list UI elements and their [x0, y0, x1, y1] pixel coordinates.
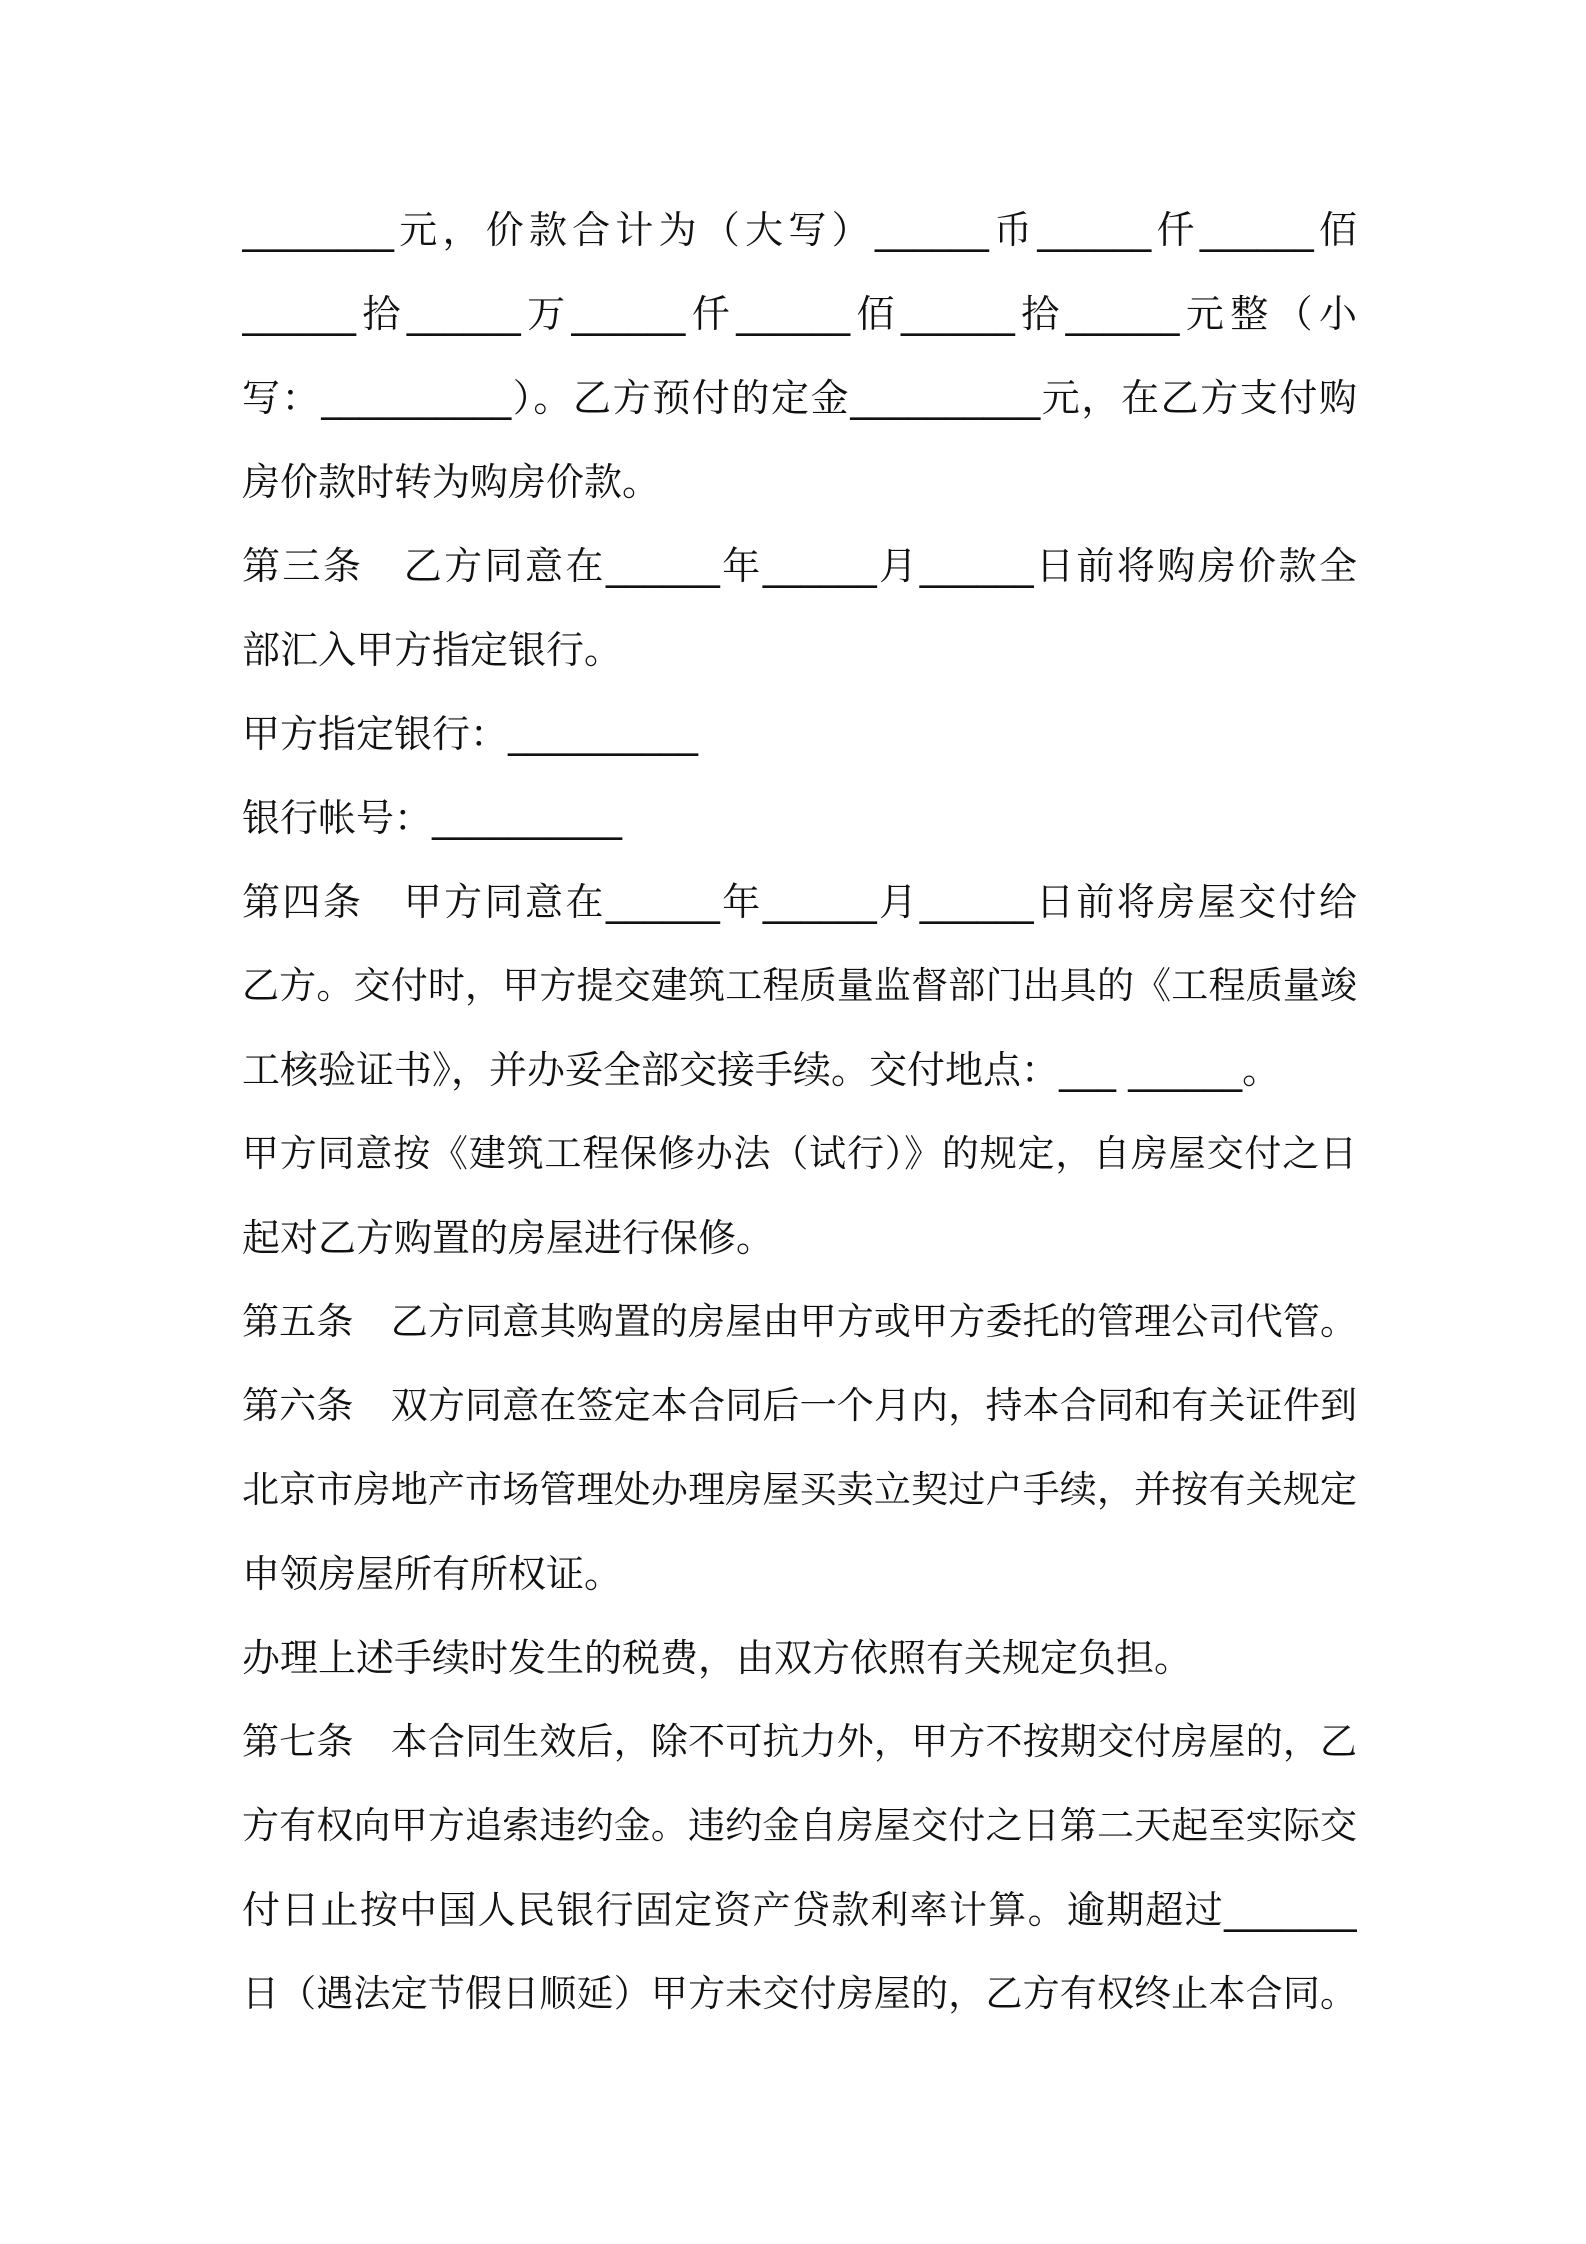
contract-line: 申领房屋所有所权证。 [242, 1552, 623, 1596]
contract-line: 起对乙方购置的房屋进行保修。 [242, 1216, 775, 1260]
contract-line: 房价款时转为购房价款。 [242, 460, 661, 504]
contract-line: ______拾______万______仟______佰______拾______元整（小 [242, 292, 1357, 336]
contract-body [242, 188, 1357, 2036]
contract-line: 方有权向甲方追索违约金。违约金自房屋交付之日第二天起至实际交 [242, 1804, 1357, 1847]
contract-line: 写：__________）。乙方预付的定金__________元，在乙方支付购 [242, 376, 1357, 420]
contract-line: 部汇入甲方指定银行。 [242, 628, 623, 672]
article-4-line: 第四条 甲方同意在______年______月______日前将房屋交付给 [242, 880, 1357, 924]
contract-line: 乙方。交付时，甲方提交建筑工程质量监督部门出具的《工程质量竣 [242, 964, 1357, 1007]
bank-account-line: 银行帐号：__________ [242, 796, 623, 840]
contract-line: ________元，价款合计为（大写）______币______仟______佰 [242, 208, 1357, 252]
contract-line: 付日止按中国人民银行固定资产贷款利率计算。逾期超过_______ [242, 1888, 1357, 1932]
contract-line: 工核验证书》，并办妥全部交接手续。交付地点：___ ______。 [242, 1048, 1281, 1092]
contract-line: 日（遇法定节假日顺延）甲方未交付房屋的，乙方有权终止本合同。 [242, 1972, 1357, 2015]
contract-line: 甲方同意按《建筑工程保修办法（试行）》的规定，自房屋交付之日 [242, 1132, 1357, 1175]
contract-line: 办理上述手续时发生的税费，由双方依照有关规定负担。 [242, 1636, 1193, 1680]
article-6-line: 第六条 双方同意在签定本合同后一个月内，持本合同和有关证件到 [242, 1384, 1357, 1427]
article-7-line: 第七条 本合同生效后，除不可抗力外，甲方不按期交付房屋的，乙 [242, 1720, 1357, 1763]
article-5-line: 第五条 乙方同意其购置的房屋由甲方或甲方委托的管理公司代管。 [242, 1300, 1357, 1343]
contract-line: 北京市房地产市场管理处办理房屋买卖立契过户手续，并按有关规定 [242, 1468, 1357, 1511]
designated-bank-line: 甲方指定银行：__________ [242, 712, 699, 756]
article-3-line: 第三条 乙方同意在______年______月______日前将购房价款全 [242, 544, 1357, 588]
